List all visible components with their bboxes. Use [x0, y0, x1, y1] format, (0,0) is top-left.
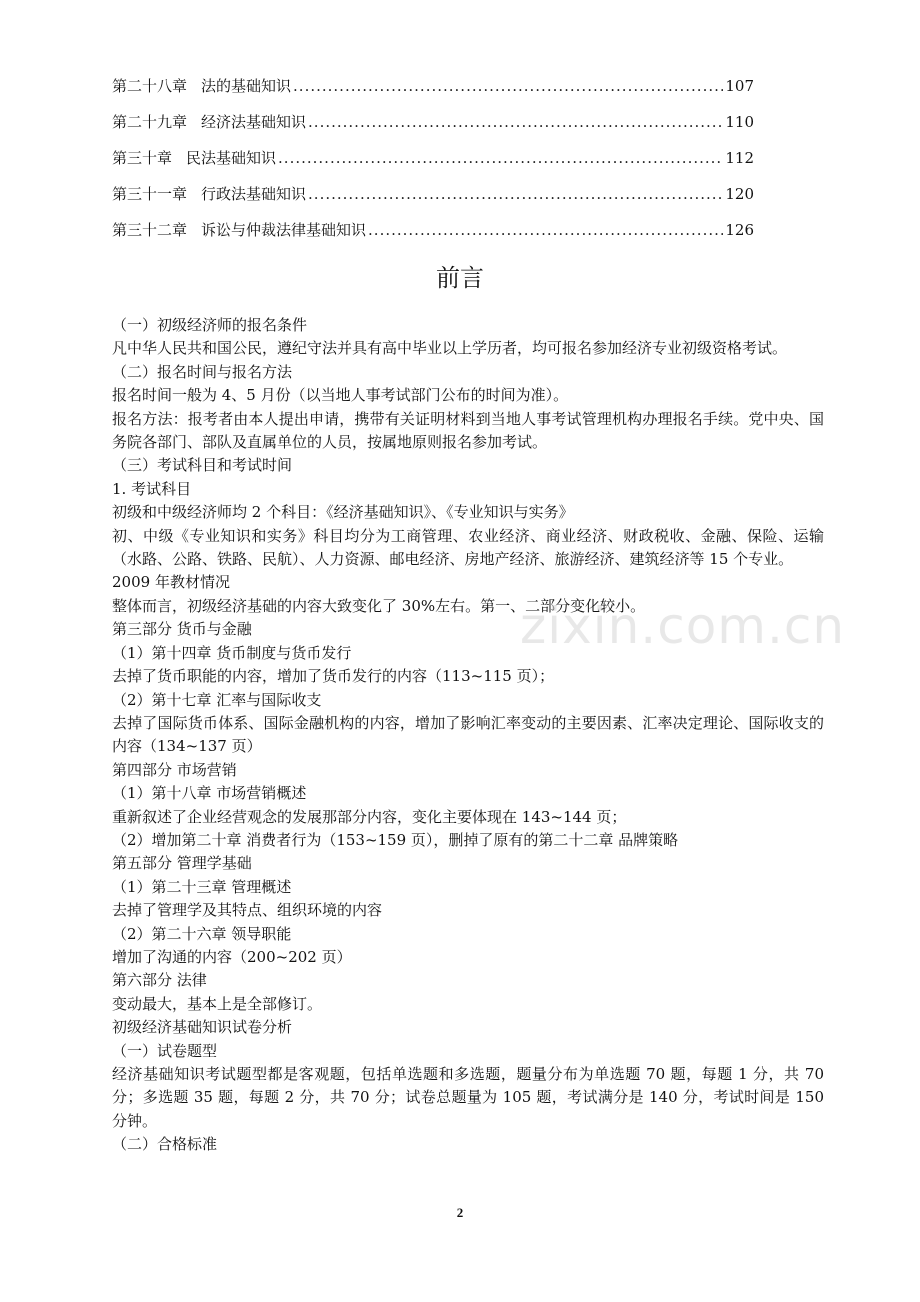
paragraph: 重新叙述了企业经营观念的发展那部分内容，变化主要体现在 143~144 页； [112, 807, 627, 826]
paragraph: 经济基础知识考试题型都是客观题，包括单选题和多选题，题量分布为单选题 70 题，每题 1 分，共 70 分；多选题 35 题，每题 2 分，共 70 分；试卷总题量为 105 题，考试满分是 140 分，考试时间是 150 分钟。 [112, 1065, 824, 1130]
toc-title: 民法基础知识 [186, 149, 277, 167]
toc-chapter-label: 第三十一章 [112, 185, 188, 203]
section-heading: （二）报名时间与报名方法 [112, 362, 293, 381]
toc-entry [112, 68, 754, 104]
section-heading: （三）考试科目和考试时间 [112, 456, 293, 475]
chapter-heading: （1）第二十三章 管理概述 [112, 877, 292, 896]
paragraph: 报名方法：报考者由本人提出申请，携带有关证明材料到当地人事考试管理机构办理报名手续。党中央、国务院各部门、部队及直属单位的人员，按属地原则报名参加考试。 [112, 409, 824, 452]
table-of-contents [112, 68, 754, 248]
page-number: 2 [456, 1205, 464, 1220]
toc-page-number: 110 [725, 113, 754, 131]
chapter-heading: （2）第十七章 汇率与国际收支 [112, 690, 322, 709]
section-heading: （一）试卷题型 [112, 1041, 218, 1060]
paragraph: 增加了沟通的内容（200~202 页） [112, 947, 352, 966]
paragraph: 凡中华人民共和国公民，遵纪守法并具有高中毕业以上学历者，均可报名参加经济专业初级资格考试。 [112, 339, 788, 358]
paragraph: 整体而言，初级经济基础的内容大致变化了 30%左右。第一、二部分变化较小。 [112, 596, 646, 615]
toc-leader-dots [278, 140, 723, 176]
toc-chapter-label: 第二十八章 [112, 77, 188, 95]
part-heading: 第四部分 市场营销 [112, 760, 237, 779]
toc-title: 法的基础知识 [201, 77, 292, 95]
subsection-heading: 2009 年教材情况 [112, 573, 230, 592]
toc-entry [112, 212, 754, 248]
chapter-heading: （1）第十四章 货币制度与货币发行 [112, 643, 352, 662]
toc-leader-dots [308, 104, 723, 140]
part-heading: 第六部分 法律 [112, 971, 207, 990]
chapter-heading: （2）第二十六章 领导职能 [112, 924, 292, 943]
toc-page-number: 112 [725, 149, 754, 167]
paragraph: 去掉了国际货币体系、国际金融机构的内容，增加了影响汇率变动的主要因素、汇率决定理论、国际收支的内容（134~137 页） [112, 713, 824, 756]
paragraph: 初级和中级经济师均 2 个科目：《经济基础知识》、《专业知识与实务》 [112, 503, 574, 522]
toc-entry [112, 104, 754, 140]
part-heading: 第三部分 货币与金融 [112, 620, 252, 639]
paragraph: 去掉了管理学及其特点、组织环境的内容 [112, 901, 383, 920]
toc-chapter-label: 第三十二章 [112, 221, 188, 239]
toc-title: 诉讼与仲裁法律基础知识 [201, 221, 367, 239]
toc-chapter-label: 第二十九章 [112, 113, 188, 131]
paragraph: 初、中级《专业知识和实务》科目均分为工商管理、农业经济、商业经济、财政税收、金融、保险、运输（水路、公路、铁路、民航）、人力资源、邮电经济、房地产经济、旅游经济、建筑经济等 15 个专业。 [112, 526, 824, 569]
watermark: zixin.com.cn [520, 597, 846, 655]
toc-chapter-label: 第三十章 [112, 149, 173, 167]
subsection-heading: 1. 考试科目 [112, 479, 192, 498]
preface-body [112, 314, 824, 1157]
toc-page-number: 120 [725, 185, 754, 203]
toc-page-number: 107 [725, 77, 754, 95]
page-title: 前言 [436, 264, 484, 292]
subsection-heading: 初级经济基础知识试卷分析 [112, 1018, 293, 1037]
section-heading: （二）合格标准 [112, 1135, 218, 1154]
toc-leader-dots [293, 68, 723, 104]
toc-entry [112, 176, 754, 212]
paragraph: 变动最大，基本上是全部修订。 [112, 994, 323, 1013]
toc-leader-dots [308, 176, 723, 212]
paragraph: 去掉了货币职能的内容，增加了货币发行的内容（113~115 页）； [112, 667, 555, 686]
paragraph: 报名时间一般为 4、5 月份（以当地人事考试部门公布的时间为准）。 [112, 386, 569, 405]
toc-page-number: 126 [725, 221, 754, 239]
toc-entry [112, 140, 754, 176]
toc-title: 经济法基础知识 [201, 113, 307, 131]
chapter-heading: （2）增加第二十章 消费者行为（153~159 页），删掉了原有的第二十二章 品牌策略 [112, 830, 679, 849]
toc-leader-dots [368, 212, 723, 248]
section-heading: （一）初级经济师的报名条件 [112, 316, 308, 334]
part-heading: 第五部分 管理学基础 [112, 854, 252, 873]
toc-title: 行政法基础知识 [201, 185, 307, 203]
chapter-heading: （1）第十八章 市场营销概述 [112, 784, 307, 803]
